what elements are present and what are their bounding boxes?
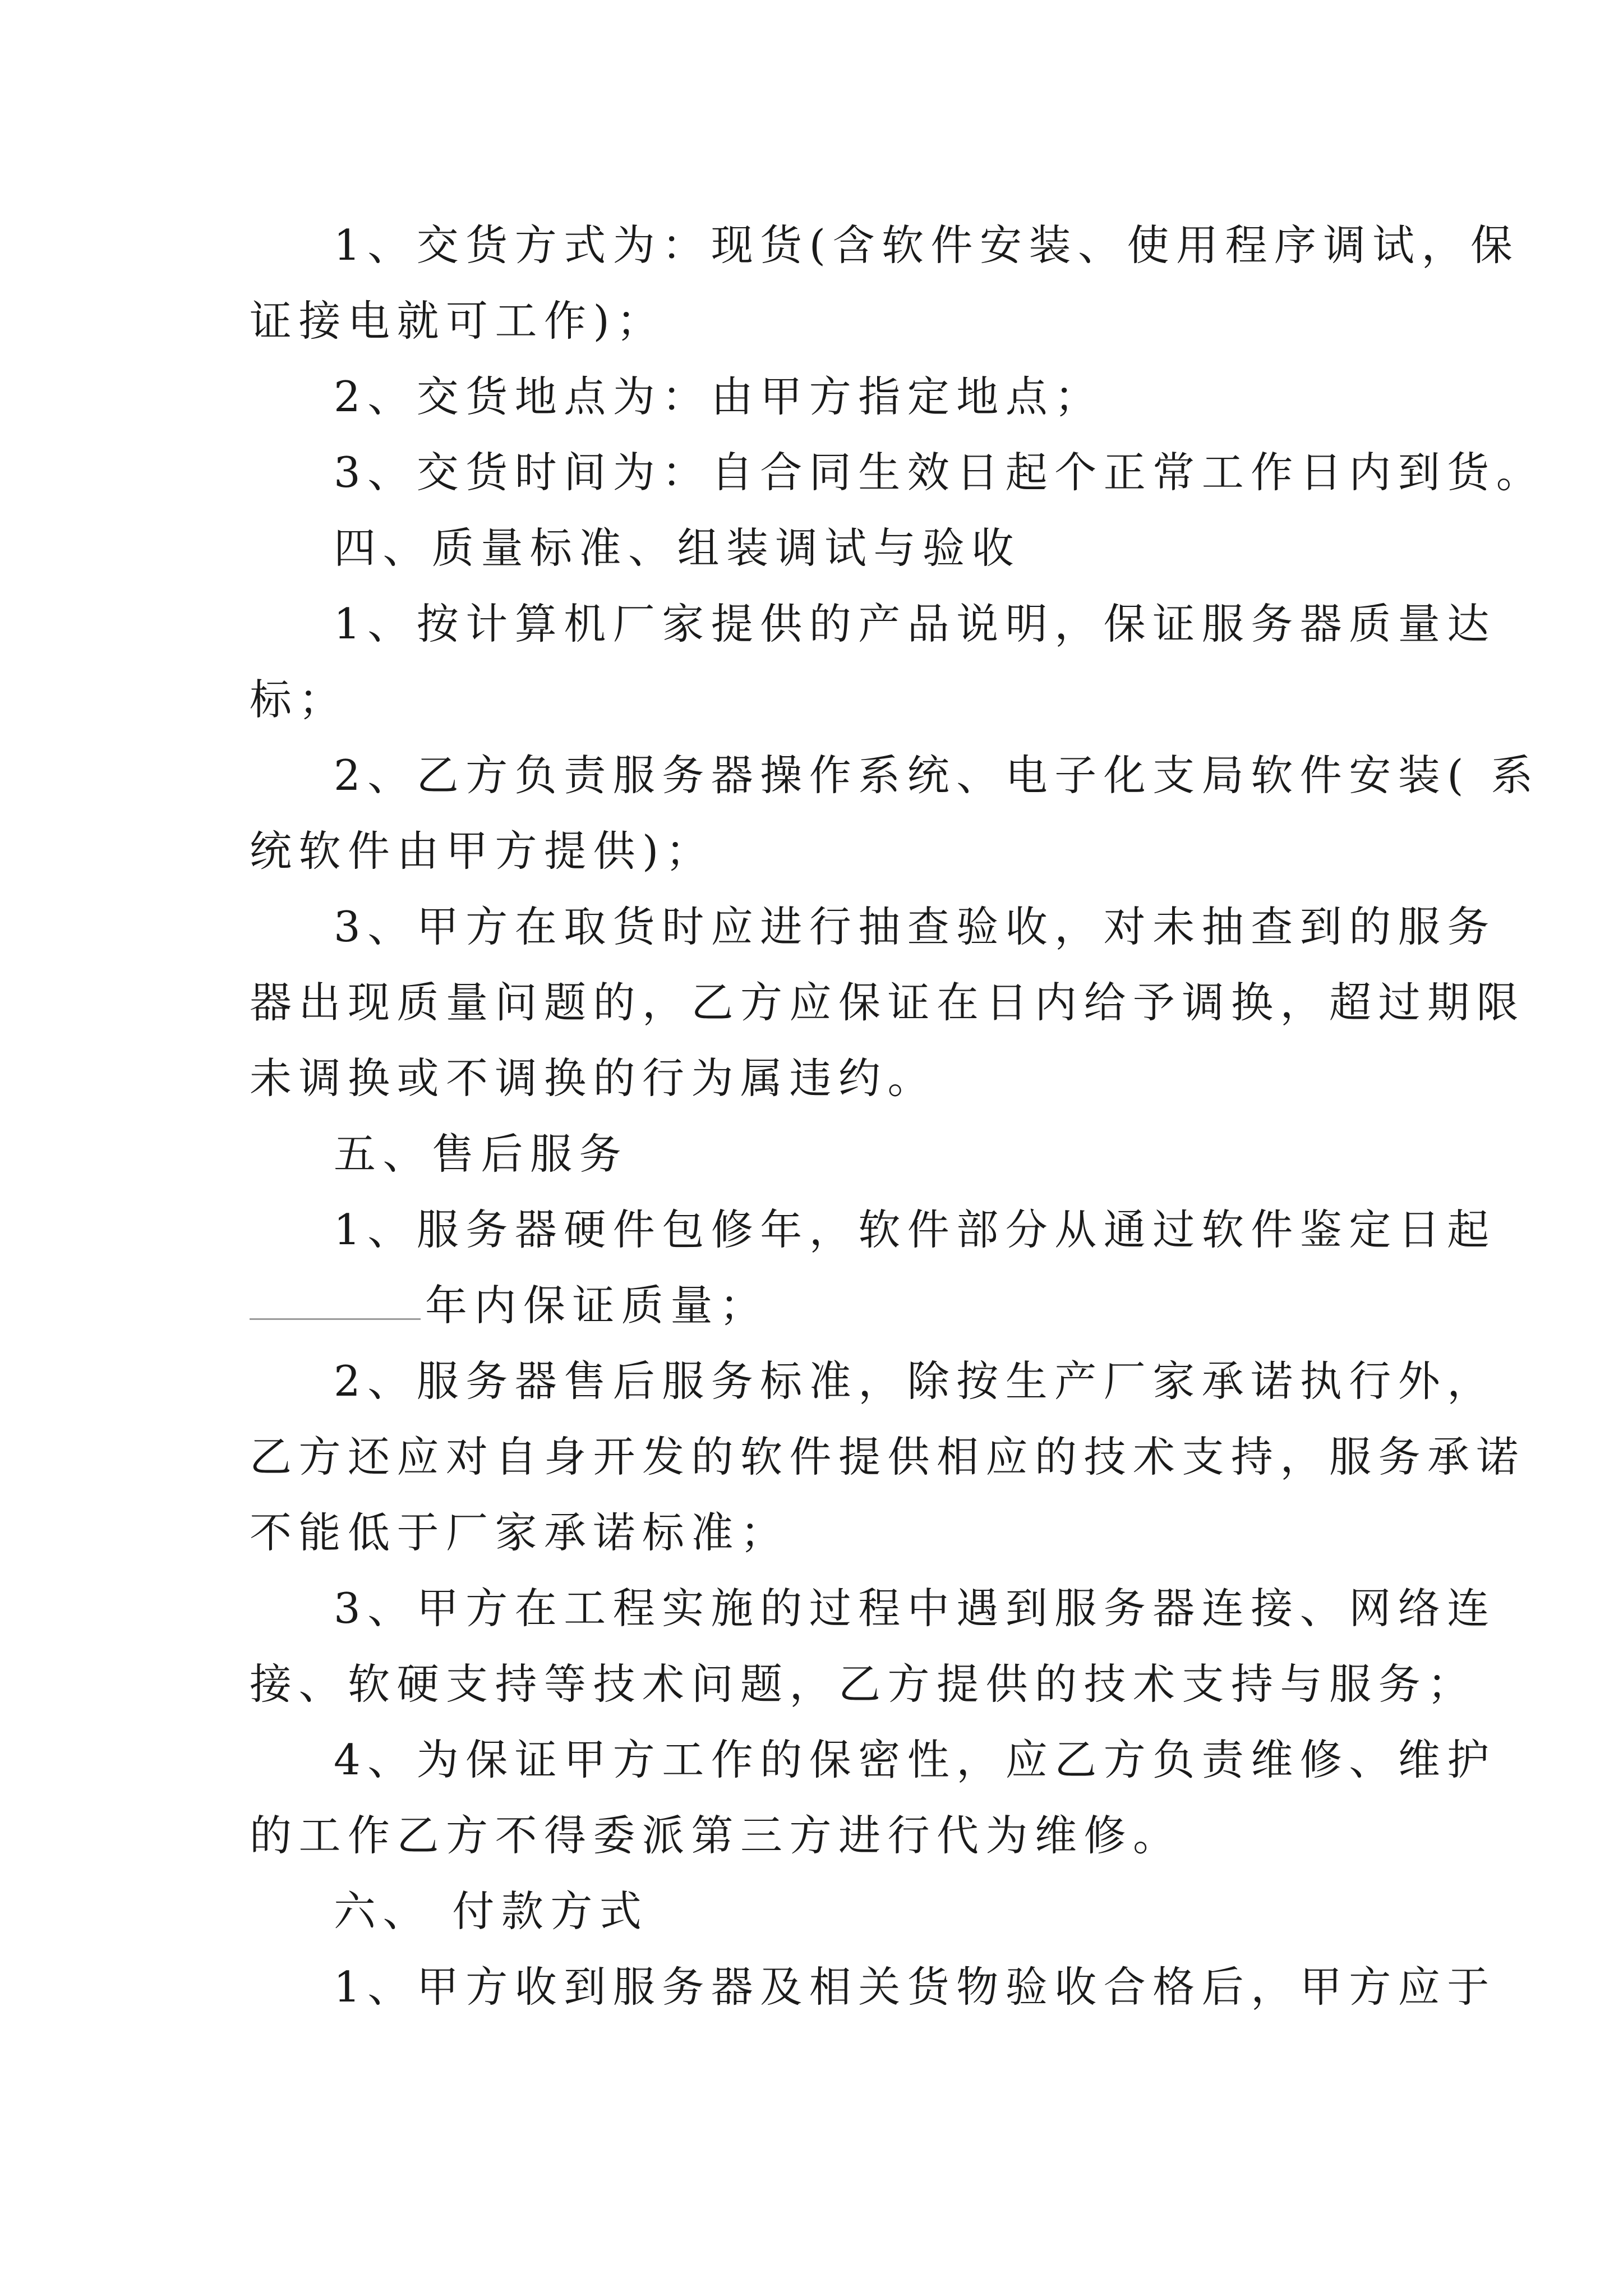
text-line: 2、服务器售后服务标准，除按生产厂家承诺执行外， — [334, 1356, 1496, 1406]
text-line: 乙方还应对自身开发的软件提供相应的技术支持，服务承诺 — [250, 1432, 1526, 1481]
text-line: 2、交货地点为：由甲方指定地点； — [334, 372, 1104, 421]
section-heading: 四、质量标准、组装调试与验收 — [334, 523, 1021, 573]
text-line: 器出现质量问题的，乙方应保证在日内给予调换，超过期限 — [250, 978, 1526, 1027]
text-line-content: 年内保证质量； — [425, 1281, 769, 1330]
text-line: 未调换或不调换的行为属违约。 — [250, 1053, 937, 1103]
text-line: 1、交货方式为：现货(含软件安装、使用程序调试，保 — [334, 220, 1520, 270]
text-line: 3、交货时间为：自合同生效日起个正常工作日内到货。 — [334, 448, 1546, 497]
text-line: 的工作乙方不得委派第三方进行代为维修。 — [250, 1811, 1182, 1860]
text-line: 统软件由甲方提供)； — [250, 826, 715, 876]
text-line: 2、乙方负责服务器操作系统、电子化支局软件安装( 系 — [334, 751, 1540, 800]
text-line: 证接电就可工作)； — [250, 296, 666, 346]
text-line: 1、按计算机厂家提供的产品说明，保证服务器质量达 — [334, 599, 1496, 648]
text-line: 1、甲方收到服务器及相关货物验收合格后，甲方应于 — [334, 1962, 1496, 2012]
fill-in-blank — [250, 1316, 421, 1320]
text-line: 3、甲方在取货时应进行抽查验收，对未抽查到的服务 — [334, 902, 1496, 951]
text-line-with-blank — [250, 1277, 1405, 1333]
text-line: 4、为保证甲方工作的保密性，应乙方负责维修、维护 — [334, 1735, 1496, 1784]
text-line: 1、服务器硬件包修年，软件部分从通过软件鉴定日起 — [334, 1205, 1496, 1254]
text-line: 接、软硬支持等技术问题，乙方提供的技术支持与服务； — [250, 1659, 1477, 1709]
section-heading: 六、 付款方式 — [334, 1887, 649, 1936]
section-heading: 五、售后服务 — [334, 1129, 629, 1179]
text-line: 标； — [250, 675, 348, 724]
text-line: 3、甲方在工程实施的过程中遇到服务器连接、网络连 — [334, 1584, 1496, 1633]
text-line: 不能低于厂家承诺标准； — [250, 1508, 790, 1557]
